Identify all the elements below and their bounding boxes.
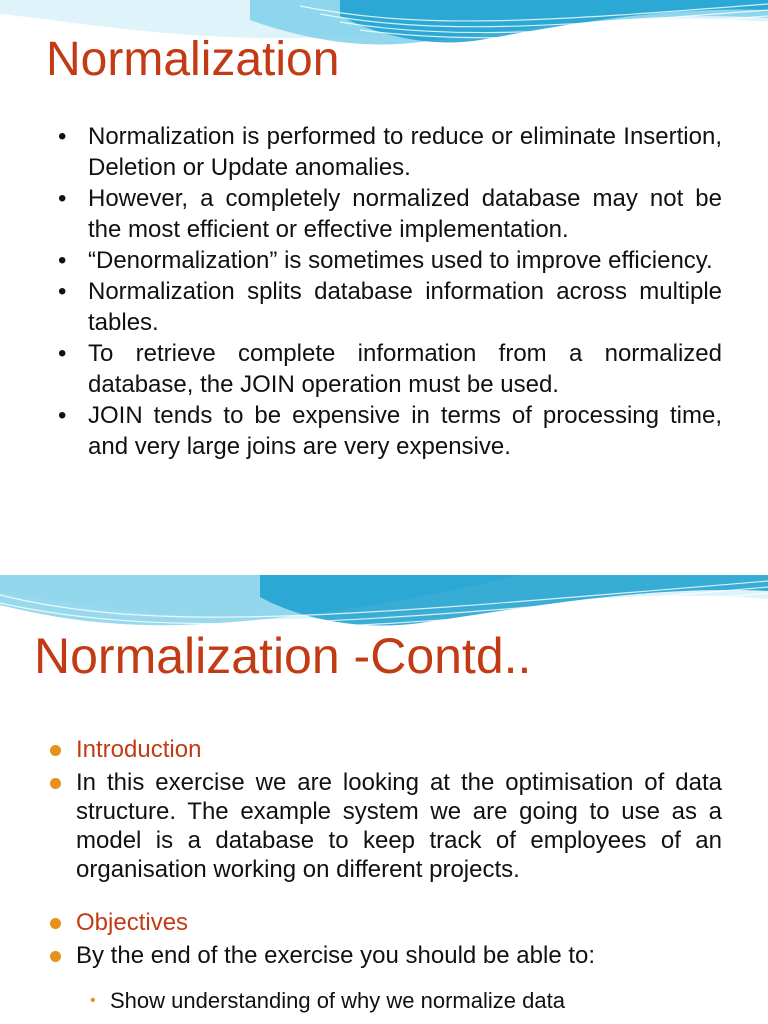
bullet-icon bbox=[50, 745, 61, 756]
bullet-icon: • bbox=[58, 123, 67, 150]
slide-2 bbox=[0, 575, 768, 1024]
bullet-icon: • bbox=[90, 992, 96, 1009]
list-item: • JOIN tends to be expensive in terms of processing time, and very large joins are very expensive. bbox=[58, 402, 722, 460]
bullet-icon bbox=[50, 918, 61, 929]
bullet-icon: • bbox=[58, 340, 67, 367]
bullet-icon: • bbox=[58, 247, 67, 274]
list-item: • Show understanding of why we normalize data bbox=[90, 988, 565, 1013]
slide-1-title: Normalization bbox=[46, 33, 340, 86]
list-item: • Normalization splits database information across multiple tables. bbox=[58, 278, 722, 336]
slide-1-bullet-list bbox=[58, 121, 722, 462]
slide-gap bbox=[0, 545, 768, 575]
intro-heading: Introduction bbox=[50, 735, 722, 764]
slide-2-bullet-list bbox=[50, 735, 722, 970]
bullet-icon: • bbox=[58, 278, 67, 305]
bullet-icon: • bbox=[58, 185, 67, 212]
list-item: In this exercise we are looking at the optimisation of data structure. The example system we are going to use as a model is a database to keep track of employees of an organisation working on different projects. bbox=[50, 768, 722, 884]
objectives-heading: Objectives bbox=[50, 908, 722, 937]
list-item: By the end of the exercise you should be able to: bbox=[50, 941, 722, 970]
bullet-icon bbox=[50, 951, 61, 962]
objectives-sub-list bbox=[90, 987, 730, 1015]
bullet-icon: • bbox=[58, 402, 67, 429]
list-item: • “Denormalization” is sometimes used to improve efficiency. bbox=[58, 247, 713, 274]
list-item: • To retrieve complete information from a normalized database, the JOIN operation must be used. bbox=[58, 340, 722, 398]
list-item: • However, a completely normalized database may not be the most efficient or effective implementation. bbox=[58, 185, 722, 243]
bullet-icon bbox=[50, 778, 61, 789]
slide-2-title: Normalization -Contd.. bbox=[34, 628, 532, 684]
list-item: • Normalization is performed to reduce or eliminate Insertion, Deletion or Update anomalies. bbox=[58, 123, 722, 181]
